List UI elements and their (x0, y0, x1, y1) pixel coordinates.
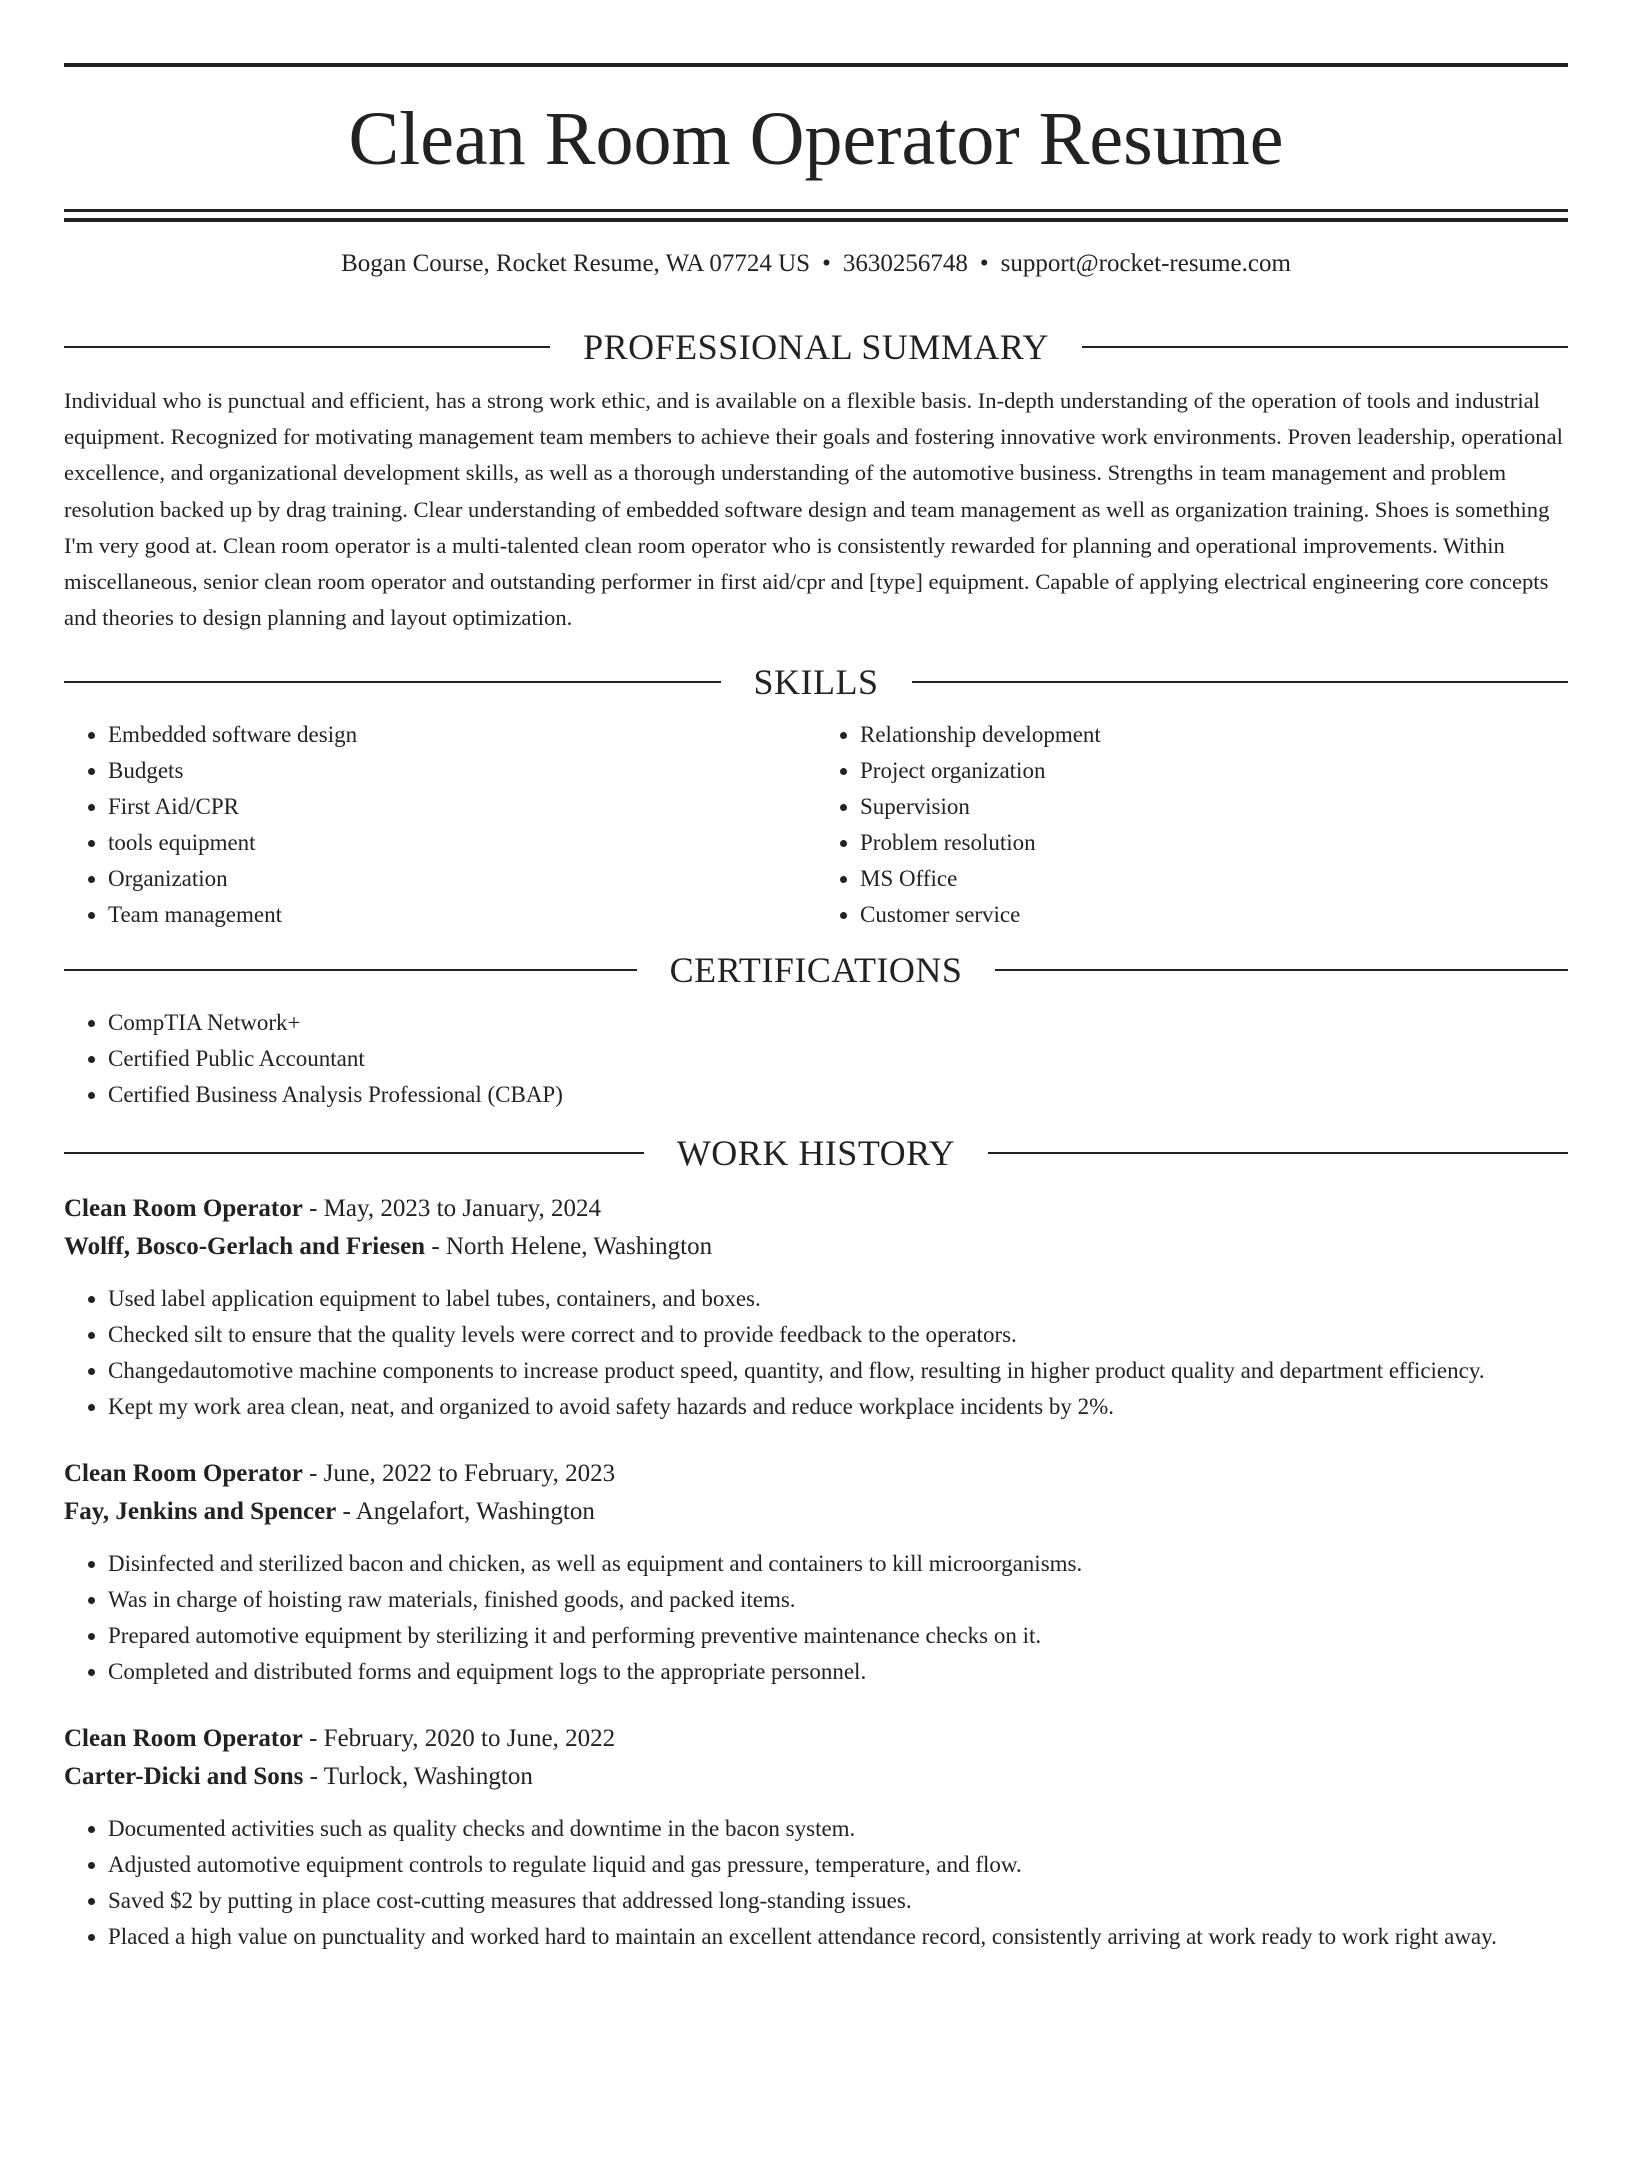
section-title: WORK HISTORY (676, 1133, 956, 1174)
job-bullet-list (64, 1281, 1568, 1425)
skills-list-right (816, 717, 1568, 933)
job-location: - Turlock, Washington (303, 1763, 533, 1791)
job-bullet: • Prepared automotive equipment by sterilizing it and performing preventive maintenance checks on it. (108, 1618, 1568, 1654)
job-bullet: • Documented activities such as quality checks and downtime in the bacon system. (108, 1811, 1568, 1847)
section-rule-left (64, 681, 721, 683)
skill-item: • Project organization (860, 753, 1568, 789)
job-title-line (64, 1455, 1568, 1493)
contact-line (64, 249, 1568, 279)
job-bullet: • Was in charge of hoisting raw materials, finished goods, and packed items. (108, 1582, 1568, 1618)
skills-list-left (64, 717, 816, 933)
certification-item: • CompTIA Network+ (108, 1005, 1568, 1041)
job-location: - North Helene, Washington (425, 1233, 713, 1261)
contact-separator: • (979, 250, 989, 277)
job-bullet: • Placed a high value on punctuality and worked hard to maintain an excellent attendance record, consistently arriving at work ready to work right away. (108, 1919, 1568, 1955)
section-rule-right (995, 969, 1568, 971)
section-rule-left (64, 969, 637, 971)
job-bullet: • Completed and distributed forms and equipment logs to the appropriate personnel. (108, 1654, 1568, 1690)
skills-column-left (64, 717, 816, 933)
job-title: Clean Room Operator (64, 1195, 303, 1223)
job-company: Fay, Jenkins and Spencer (64, 1498, 337, 1526)
section-title: PROFESSIONAL SUMMARY (583, 327, 1049, 367)
skill-item: • Relationship development (860, 717, 1568, 753)
section-header-certifications (64, 950, 1568, 990)
job-company: Wolff, Bosco-Gerlach and Friesen (64, 1233, 426, 1261)
job-bullet: • Saved $2 by putting in place cost-cutting measures that addressed long-standing issues. (108, 1883, 1568, 1919)
job-location: - Angelafort, Washington (336, 1498, 595, 1526)
skill-item: • Problem resolution (860, 825, 1568, 861)
job-dates: - May, 2023 to January, 2024 (302, 1195, 601, 1223)
contact-separator: • (822, 250, 831, 277)
job-title: Clean Room Operator (64, 1725, 303, 1753)
job-bullet: • Checked silt to ensure that the quality levels were correct and to provide feedback to the operators. (108, 1317, 1568, 1353)
contact-phone: 3630256748 (842, 250, 968, 277)
skill-item: • Team management (108, 897, 816, 933)
section-rule-left (64, 346, 550, 348)
section-header-work-history (64, 1133, 1568, 1173)
skill-item: • Budgets (108, 753, 816, 789)
section-title: CERTIFICATIONS (669, 950, 963, 991)
job-bullet: • Adjusted automotive equipment controls to regulate liquid and gas pressure, temperature, and flow. (108, 1847, 1568, 1883)
section-rule-left (64, 1152, 644, 1154)
job-entry (64, 1455, 1568, 1690)
job-title-line (64, 1720, 1568, 1758)
job-bullet-list (64, 1811, 1568, 1955)
skills-columns (64, 717, 1568, 933)
certification-item: • Certified Business Analysis Professional (CBAP) (108, 1077, 1568, 1113)
job-bullet: • Kept my work area clean, neat, and organized to avoid safety hazards and reduce workplace incidents by 2%. (108, 1389, 1568, 1425)
skill-item: • Supervision (860, 789, 1568, 825)
job-entry (64, 1190, 1568, 1425)
section-rule-right (988, 1152, 1568, 1154)
header-top-rule (64, 63, 1568, 67)
section-rule-right (1082, 346, 1568, 348)
job-title: Clean Room Operator (64, 1460, 303, 1488)
summary-paragraph: Individual who is punctual and efficient, has a strong work ethic, and is available on a flexible basis. In-depth understanding of the operation of tools and industrial equipment. Recognized for motivating management team members to achieve their goals and fostering innovative work environments. Proven leadership, operational excellence, and organizational development skills, as well as a thorough understanding of the automotive business. Strengths in team management and problem resolution backed up by drag training. Clear understanding of embedded software design and team management as well as organization training. Shoes is something I'm very good at. Clean room operator is a multi-talented clean room operator who is consistently rewarded for planning and operational improvements. Within miscellaneous, senior clean room operator and outstanding performer in first aid/cpr and [type] equipment. Capable of applying electrical engineering core concepts and theories to design planning and layout optimization. (64, 388, 1563, 631)
certification-item: • Certified Public Accountant (108, 1041, 1568, 1077)
certifications-list (64, 1005, 1568, 1113)
header-double-rule (64, 209, 1568, 222)
job-bullet: • Used label application equipment to label tubes, containers, and boxes. (108, 1281, 1568, 1317)
job-company-line (64, 1493, 1568, 1531)
skill-item: • Organization (108, 861, 816, 897)
skill-item: • tools equipment (108, 825, 816, 861)
contact-email: support@rocket-resume.com (1000, 250, 1291, 277)
skill-item: • Customer service (860, 897, 1568, 933)
skills-column-right (816, 717, 1568, 933)
section-rule-right (912, 681, 1569, 683)
section-title: SKILLS (753, 662, 879, 703)
job-bullet: • Changedautomotive machine components to increase product speed, quantity, and flow, resulting in higher product quality and department efficiency. (108, 1353, 1568, 1389)
resume-page (0, 63, 1632, 2175)
job-title-line (64, 1190, 1568, 1228)
resume-title: Clean Room Operator Resume (348, 97, 1284, 181)
job-company-line (64, 1228, 1568, 1266)
skill-item: • MS Office (860, 861, 1568, 897)
contact-address: Bogan Course, Rocket Resume, WA 07724 US (341, 250, 811, 277)
skill-item: • Embedded software design (108, 717, 816, 753)
section-header-skills (64, 662, 1568, 702)
job-bullet: • Disinfected and sterilized bacon and chicken, as well as equipment and containers to kill microorganisms. (108, 1546, 1568, 1582)
job-bullet-list (64, 1546, 1568, 1690)
job-company: Carter-Dicki and Sons (64, 1763, 304, 1791)
skill-item: • First Aid/CPR (108, 789, 816, 825)
job-company-line (64, 1758, 1568, 1796)
job-dates: - June, 2022 to February, 2023 (302, 1460, 616, 1488)
job-entry (64, 1720, 1568, 1955)
job-dates: - February, 2020 to June, 2022 (302, 1725, 616, 1753)
section-header-summary (64, 327, 1568, 367)
